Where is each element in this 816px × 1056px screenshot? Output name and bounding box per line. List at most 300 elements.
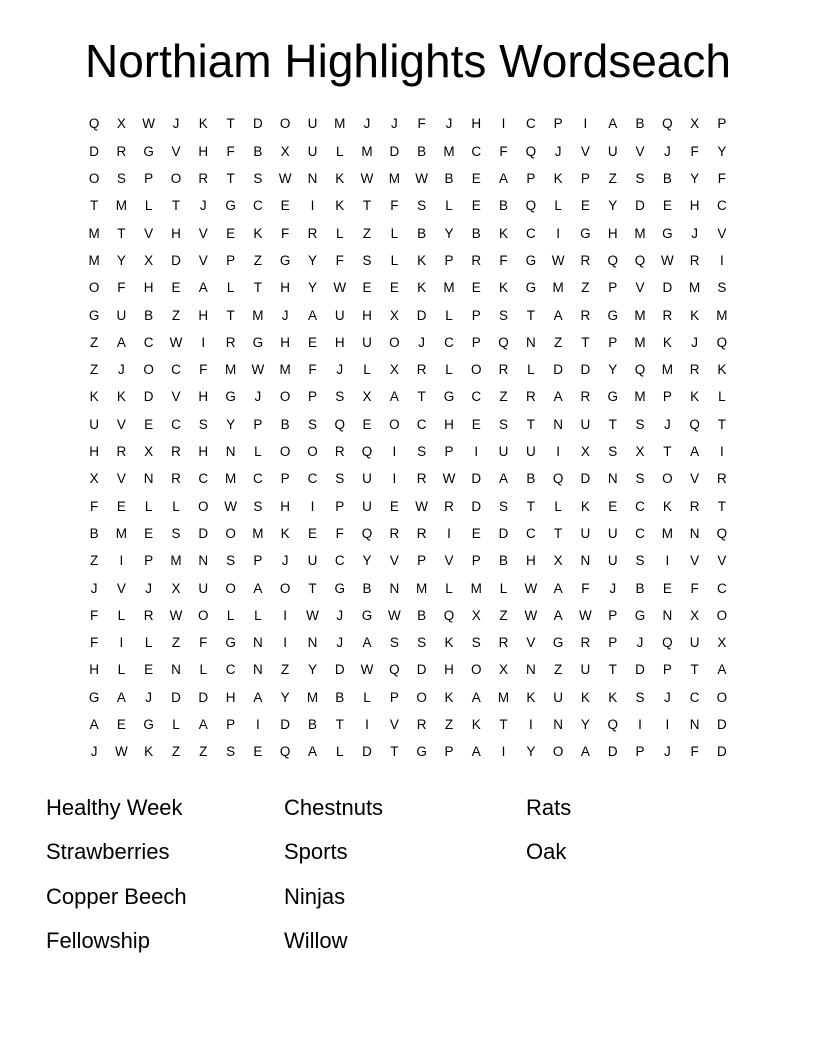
- letter-cell[interactable]: G: [525, 252, 537, 268]
- letter-cell[interactable]: T: [226, 307, 235, 323]
- letter-cell[interactable]: X: [389, 307, 399, 323]
- letter-cell[interactable]: T: [253, 280, 262, 296]
- letter-cell[interactable]: H: [143, 280, 154, 296]
- letter-cell[interactable]: E: [389, 280, 399, 296]
- letter-cell[interactable]: P: [608, 280, 618, 296]
- letter-cell[interactable]: A: [198, 717, 208, 733]
- letter-cell[interactable]: B: [417, 225, 427, 241]
- letter-cell[interactable]: T: [690, 662, 699, 678]
- letter-cell[interactable]: L: [172, 498, 180, 514]
- letter-cell[interactable]: R: [498, 635, 509, 651]
- letter-cell[interactable]: G: [143, 717, 154, 733]
- letter-cell[interactable]: Y: [444, 225, 454, 241]
- letter-cell[interactable]: P: [253, 416, 263, 432]
- letter-cell[interactable]: J: [691, 225, 698, 241]
- letter-cell[interactable]: M: [224, 362, 237, 378]
- letter-cell[interactable]: P: [717, 116, 727, 132]
- letter-cell[interactable]: U: [607, 525, 618, 541]
- letter-cell[interactable]: E: [253, 744, 263, 760]
- letter-cell[interactable]: O: [170, 171, 182, 187]
- letter-cell[interactable]: B: [471, 225, 481, 241]
- letter-cell[interactable]: N: [171, 662, 181, 678]
- letter-cell[interactable]: G: [252, 334, 264, 350]
- letter-cell[interactable]: C: [444, 334, 454, 350]
- letter-cell[interactable]: H: [444, 662, 454, 678]
- letter-cell[interactable]: A: [253, 580, 263, 596]
- letter-cell[interactable]: O: [470, 662, 482, 678]
- letter-cell[interactable]: P: [444, 744, 454, 760]
- letter-cell[interactable]: P: [580, 171, 590, 187]
- letter-cell[interactable]: U: [525, 444, 536, 460]
- letter-cell[interactable]: E: [471, 198, 481, 214]
- letter-cell[interactable]: A: [307, 307, 317, 323]
- letter-cell[interactable]: I: [556, 444, 561, 460]
- letter-cell[interactable]: N: [252, 635, 263, 651]
- letter-cell[interactable]: F: [581, 580, 590, 596]
- letter-cell[interactable]: Z: [171, 307, 181, 323]
- letter-cell[interactable]: Q: [716, 525, 728, 541]
- letter-cell[interactable]: R: [717, 471, 727, 487]
- letter-cell[interactable]: S: [471, 635, 481, 651]
- letter-cell[interactable]: F: [89, 607, 99, 623]
- letter-cell[interactable]: E: [280, 198, 290, 214]
- letter-cell[interactable]: E: [471, 525, 481, 541]
- letter-cell[interactable]: D: [416, 662, 427, 678]
- letter-cell[interactable]: O: [143, 362, 154, 378]
- letter-cell[interactable]: K: [662, 334, 672, 350]
- letter-cell[interactable]: N: [607, 471, 618, 487]
- letter-cell[interactable]: D: [607, 744, 618, 760]
- letter-cell[interactable]: R: [689, 498, 700, 514]
- letter-cell[interactable]: T: [499, 717, 508, 733]
- letter-cell[interactable]: N: [252, 662, 263, 678]
- letter-cell[interactable]: D: [635, 198, 645, 214]
- letter-cell[interactable]: X: [471, 607, 481, 623]
- letter-cell[interactable]: W: [333, 280, 347, 296]
- letter-cell[interactable]: U: [689, 635, 700, 651]
- letter-cell[interactable]: I: [583, 116, 588, 132]
- letter-cell[interactable]: R: [689, 362, 700, 378]
- letter-cell[interactable]: T: [581, 334, 590, 350]
- letter-cell[interactable]: M: [306, 689, 319, 705]
- letter-cell[interactable]: J: [336, 362, 344, 378]
- letter-cell[interactable]: X: [362, 389, 372, 405]
- letter-cell[interactable]: R: [416, 525, 427, 541]
- letter-cell[interactable]: O: [279, 444, 291, 460]
- letter-cell[interactable]: J: [90, 744, 98, 760]
- letter-cell[interactable]: T: [608, 662, 617, 678]
- letter-cell[interactable]: J: [118, 362, 125, 378]
- letter-cell[interactable]: Q: [662, 635, 673, 651]
- letter-cell[interactable]: M: [252, 307, 264, 323]
- letter-cell[interactable]: C: [635, 525, 645, 541]
- letter-cell[interactable]: R: [225, 334, 236, 350]
- letter-cell[interactable]: Z: [89, 362, 99, 378]
- letter-cell[interactable]: K: [253, 225, 263, 241]
- letter-cell[interactable]: J: [172, 116, 180, 132]
- letter-cell[interactable]: L: [172, 717, 180, 733]
- letter-cell[interactable]: K: [335, 198, 345, 214]
- letter-cell[interactable]: T: [608, 416, 617, 432]
- letter-cell[interactable]: C: [198, 471, 209, 487]
- letter-cell[interactable]: J: [281, 307, 289, 323]
- letter-cell[interactable]: P: [307, 389, 317, 405]
- letter-cell[interactable]: J: [336, 607, 344, 623]
- letter-cell[interactable]: B: [526, 471, 536, 487]
- letter-cell[interactable]: L: [390, 252, 399, 268]
- letter-cell[interactable]: H: [607, 225, 618, 241]
- letter-cell[interactable]: J: [363, 116, 371, 132]
- letter-cell[interactable]: H: [334, 334, 345, 350]
- letter-cell[interactable]: P: [444, 252, 454, 268]
- letter-cell[interactable]: J: [199, 198, 207, 214]
- letter-cell[interactable]: S: [635, 689, 645, 705]
- letter-cell[interactable]: F: [89, 498, 99, 514]
- letter-cell[interactable]: A: [690, 444, 700, 460]
- letter-cell[interactable]: S: [335, 389, 345, 405]
- letter-cell[interactable]: J: [663, 416, 671, 432]
- letter-cell[interactable]: Z: [253, 252, 262, 268]
- letter-cell[interactable]: K: [444, 635, 454, 651]
- letter-cell[interactable]: S: [417, 198, 427, 214]
- letter-cell[interactable]: D: [498, 525, 509, 541]
- letter-cell[interactable]: U: [580, 416, 591, 432]
- letter-cell[interactable]: C: [471, 389, 482, 405]
- letter-cell[interactable]: K: [144, 744, 154, 760]
- letter-cell[interactable]: N: [553, 717, 563, 733]
- letter-cell[interactable]: G: [634, 607, 646, 623]
- letter-cell[interactable]: P: [553, 116, 563, 132]
- letter-cell[interactable]: E: [662, 580, 672, 596]
- letter-cell[interactable]: R: [334, 444, 345, 460]
- letter-cell[interactable]: N: [143, 471, 154, 487]
- letter-cell[interactable]: X: [635, 444, 645, 460]
- letter-cell[interactable]: I: [665, 717, 670, 733]
- word-list-item[interactable]: Oak: [526, 839, 567, 865]
- letter-cell[interactable]: M: [634, 307, 646, 323]
- letter-cell[interactable]: C: [689, 689, 700, 705]
- letter-cell[interactable]: D: [362, 744, 372, 760]
- letter-cell[interactable]: S: [608, 444, 618, 460]
- letter-cell[interactable]: L: [390, 225, 399, 241]
- letter-cell[interactable]: K: [499, 225, 509, 241]
- letter-cell[interactable]: D: [171, 252, 181, 268]
- letter-cell[interactable]: F: [308, 362, 317, 378]
- word-list-item[interactable]: Strawberries: [46, 839, 170, 865]
- letter-cell[interactable]: S: [389, 635, 399, 651]
- letter-cell[interactable]: L: [144, 198, 153, 214]
- letter-cell[interactable]: B: [635, 580, 645, 596]
- letter-cell[interactable]: Y: [717, 143, 727, 159]
- letter-cell[interactable]: P: [417, 553, 427, 569]
- letter-cell[interactable]: S: [307, 416, 317, 432]
- letter-cell[interactable]: C: [252, 471, 263, 487]
- letter-cell[interactable]: M: [634, 225, 646, 241]
- letter-cell[interactable]: Z: [554, 662, 563, 678]
- letter-cell[interactable]: S: [499, 498, 509, 514]
- letter-cell[interactable]: V: [580, 143, 590, 159]
- letter-cell[interactable]: Q: [689, 416, 700, 432]
- letter-cell[interactable]: H: [89, 662, 99, 678]
- letter-cell[interactable]: H: [280, 498, 291, 514]
- letter-cell[interactable]: L: [226, 607, 235, 623]
- letter-cell[interactable]: J: [145, 580, 153, 596]
- letter-cell[interactable]: C: [307, 471, 318, 487]
- letter-cell[interactable]: V: [198, 225, 208, 241]
- letter-cell[interactable]: K: [526, 689, 536, 705]
- letter-cell[interactable]: H: [198, 389, 209, 405]
- letter-cell[interactable]: I: [501, 116, 506, 132]
- letter-cell[interactable]: P: [389, 689, 399, 705]
- letter-cell[interactable]: C: [171, 362, 181, 378]
- letter-cell[interactable]: M: [552, 280, 564, 296]
- letter-cell[interactable]: U: [580, 525, 591, 541]
- letter-cell[interactable]: W: [415, 171, 429, 187]
- letter-cell[interactable]: Q: [361, 525, 373, 541]
- letter-cell[interactable]: B: [499, 553, 509, 569]
- letter-cell[interactable]: J: [145, 689, 153, 705]
- letter-cell[interactable]: Y: [608, 198, 618, 214]
- letter-cell[interactable]: V: [690, 553, 700, 569]
- letter-cell[interactable]: K: [580, 689, 590, 705]
- letter-cell[interactable]: S: [417, 635, 427, 651]
- letter-cell[interactable]: X: [690, 607, 700, 623]
- letter-cell[interactable]: G: [607, 307, 618, 323]
- letter-cell[interactable]: B: [307, 717, 317, 733]
- letter-cell[interactable]: Y: [608, 362, 618, 378]
- letter-cell[interactable]: O: [662, 471, 673, 487]
- letter-cell[interactable]: U: [607, 143, 618, 159]
- letter-cell[interactable]: M: [497, 689, 510, 705]
- letter-cell[interactable]: F: [417, 116, 426, 132]
- letter-cell[interactable]: M: [88, 225, 100, 241]
- letter-cell[interactable]: Q: [525, 143, 537, 159]
- letter-cell[interactable]: P: [144, 171, 154, 187]
- letter-cell[interactable]: W: [169, 607, 183, 623]
- letter-cell[interactable]: R: [416, 471, 427, 487]
- letter-cell[interactable]: E: [307, 525, 317, 541]
- letter-cell[interactable]: Z: [499, 389, 508, 405]
- letter-cell[interactable]: W: [442, 471, 456, 487]
- letter-cell[interactable]: K: [417, 280, 427, 296]
- letter-cell[interactable]: C: [143, 334, 154, 350]
- letter-cell[interactable]: R: [198, 171, 209, 187]
- letter-cell[interactable]: P: [471, 334, 481, 350]
- letter-cell[interactable]: U: [334, 307, 345, 323]
- letter-cell[interactable]: F: [89, 635, 99, 651]
- letter-cell[interactable]: D: [717, 744, 727, 760]
- letter-cell[interactable]: M: [361, 143, 373, 159]
- letter-cell[interactable]: E: [116, 717, 126, 733]
- letter-cell[interactable]: Y: [226, 416, 236, 432]
- letter-cell[interactable]: Q: [88, 116, 100, 132]
- letter-cell[interactable]: Y: [280, 689, 290, 705]
- letter-cell[interactable]: G: [143, 143, 154, 159]
- letter-cell[interactable]: G: [525, 280, 537, 296]
- letter-cell[interactable]: P: [471, 553, 481, 569]
- letter-cell[interactable]: W: [579, 607, 592, 623]
- letter-cell[interactable]: W: [524, 580, 538, 596]
- letter-cell[interactable]: Q: [389, 662, 400, 678]
- letter-cell[interactable]: F: [199, 362, 208, 378]
- letter-cell[interactable]: R: [416, 362, 427, 378]
- letter-cell[interactable]: Y: [362, 553, 372, 569]
- letter-cell[interactable]: I: [665, 553, 670, 569]
- letter-cell[interactable]: J: [418, 334, 426, 350]
- letter-cell[interactable]: Y: [116, 252, 126, 268]
- letter-cell[interactable]: M: [115, 525, 127, 541]
- letter-cell[interactable]: U: [307, 553, 318, 569]
- letter-cell[interactable]: S: [171, 525, 181, 541]
- letter-cell[interactable]: P: [144, 553, 154, 569]
- letter-cell[interactable]: E: [580, 198, 590, 214]
- letter-cell[interactable]: T: [663, 444, 672, 460]
- letter-cell[interactable]: L: [718, 389, 726, 405]
- letter-cell[interactable]: J: [609, 580, 617, 596]
- letter-cell[interactable]: U: [498, 444, 509, 460]
- letter-cell[interactable]: V: [389, 553, 399, 569]
- letter-cell[interactable]: F: [690, 143, 699, 159]
- letter-cell[interactable]: L: [199, 662, 208, 678]
- letter-cell[interactable]: G: [88, 307, 100, 323]
- letter-cell[interactable]: P: [608, 607, 618, 623]
- letter-cell[interactable]: P: [471, 307, 481, 323]
- letter-cell[interactable]: H: [198, 307, 209, 323]
- letter-cell[interactable]: R: [580, 635, 591, 651]
- letter-cell[interactable]: D: [198, 689, 209, 705]
- letter-cell[interactable]: Z: [554, 334, 563, 350]
- letter-cell[interactable]: A: [499, 471, 509, 487]
- letter-cell[interactable]: E: [144, 416, 154, 432]
- letter-cell[interactable]: B: [144, 307, 154, 323]
- word-list-item[interactable]: Rats: [526, 794, 572, 820]
- letter-cell[interactable]: R: [498, 362, 509, 378]
- letter-cell[interactable]: A: [553, 580, 563, 596]
- letter-cell[interactable]: X: [144, 252, 154, 268]
- letter-cell[interactable]: E: [389, 498, 399, 514]
- letter-cell[interactable]: V: [116, 416, 126, 432]
- letter-cell[interactable]: D: [143, 389, 154, 405]
- letter-cell[interactable]: X: [280, 143, 290, 159]
- word-list-item[interactable]: Sports: [284, 839, 348, 865]
- letter-cell[interactable]: E: [226, 225, 236, 241]
- letter-cell[interactable]: D: [580, 362, 591, 378]
- letter-cell[interactable]: K: [580, 498, 590, 514]
- letter-cell[interactable]: R: [116, 444, 127, 460]
- letter-cell[interactable]: O: [279, 116, 291, 132]
- word-list-item[interactable]: Chestnuts: [284, 794, 384, 820]
- letter-cell[interactable]: T: [171, 198, 181, 214]
- letter-cell[interactable]: W: [278, 171, 292, 187]
- letter-cell[interactable]: H: [444, 416, 454, 432]
- letter-cell[interactable]: O: [88, 171, 100, 187]
- letter-cell[interactable]: E: [144, 662, 154, 678]
- letter-cell[interactable]: N: [580, 553, 591, 569]
- word-list-item[interactable]: Healthy Week: [46, 794, 183, 820]
- letter-cell[interactable]: F: [690, 744, 699, 760]
- letter-cell[interactable]: M: [170, 553, 182, 569]
- letter-cell[interactable]: D: [334, 662, 345, 678]
- letter-cell[interactable]: W: [387, 607, 401, 623]
- letter-cell[interactable]: W: [251, 362, 265, 378]
- letter-cell[interactable]: O: [416, 689, 427, 705]
- letter-cell[interactable]: Y: [307, 252, 317, 268]
- letter-cell[interactable]: A: [89, 717, 99, 733]
- letter-cell[interactable]: G: [225, 389, 236, 405]
- letter-cell[interactable]: V: [171, 143, 181, 159]
- letter-cell[interactable]: M: [716, 307, 728, 323]
- letter-cell[interactable]: G: [580, 225, 591, 241]
- letter-cell[interactable]: O: [307, 444, 318, 460]
- letter-cell[interactable]: M: [279, 362, 291, 378]
- letter-cell[interactable]: G: [607, 389, 618, 405]
- letter-cell[interactable]: E: [116, 498, 126, 514]
- letter-cell[interactable]: O: [716, 689, 728, 705]
- letter-cell[interactable]: X: [389, 362, 399, 378]
- letter-cell[interactable]: A: [116, 334, 126, 350]
- letter-cell[interactable]: A: [553, 607, 563, 623]
- letter-cell[interactable]: Q: [443, 607, 455, 623]
- letter-cell[interactable]: L: [445, 198, 453, 214]
- letter-cell[interactable]: L: [336, 225, 344, 241]
- letter-cell[interactable]: C: [171, 416, 181, 432]
- letter-cell[interactable]: L: [445, 362, 453, 378]
- letter-cell[interactable]: A: [608, 116, 618, 132]
- letter-cell[interactable]: Q: [279, 744, 291, 760]
- letter-cell[interactable]: E: [471, 280, 481, 296]
- letter-cell[interactable]: R: [525, 389, 536, 405]
- letter-cell[interactable]: W: [524, 607, 538, 623]
- letter-cell[interactable]: M: [443, 280, 455, 296]
- letter-cell[interactable]: B: [89, 525, 99, 541]
- letter-cell[interactable]: T: [717, 498, 727, 514]
- letter-cell[interactable]: B: [362, 580, 372, 596]
- letter-cell[interactable]: P: [226, 252, 236, 268]
- word-list-item[interactable]: Willow: [284, 928, 348, 954]
- letter-cell[interactable]: W: [115, 744, 128, 760]
- letter-cell[interactable]: L: [445, 580, 453, 596]
- letter-cell[interactable]: S: [499, 416, 509, 432]
- letter-cell[interactable]: H: [525, 553, 536, 569]
- letter-cell[interactable]: F: [499, 143, 508, 159]
- letter-cell[interactable]: U: [362, 334, 372, 350]
- letter-cell[interactable]: E: [362, 416, 372, 432]
- letter-cell[interactable]: W: [142, 116, 156, 132]
- letter-cell[interactable]: H: [280, 280, 291, 296]
- letter-cell[interactable]: Q: [716, 334, 728, 350]
- letter-cell[interactable]: O: [552, 744, 564, 760]
- letter-cell[interactable]: W: [551, 252, 565, 268]
- letter-cell[interactable]: F: [335, 525, 344, 541]
- letter-cell[interactable]: E: [471, 416, 481, 432]
- letter-cell[interactable]: Q: [334, 416, 346, 432]
- letter-cell[interactable]: D: [416, 307, 427, 323]
- letter-cell[interactable]: C: [525, 116, 536, 132]
- letter-cell[interactable]: C: [525, 225, 536, 241]
- letter-cell[interactable]: V: [635, 280, 645, 296]
- letter-cell[interactable]: U: [307, 116, 318, 132]
- letter-cell[interactable]: I: [447, 525, 451, 541]
- letter-cell[interactable]: I: [255, 717, 260, 733]
- letter-cell[interactable]: E: [608, 498, 618, 514]
- letter-cell[interactable]: D: [635, 662, 645, 678]
- letter-cell[interactable]: M: [252, 525, 264, 541]
- letter-cell[interactable]: L: [117, 662, 126, 678]
- letter-cell[interactable]: H: [198, 143, 209, 159]
- letter-cell[interactable]: I: [720, 444, 724, 460]
- letter-cell[interactable]: K: [717, 362, 727, 378]
- letter-cell[interactable]: Q: [634, 362, 646, 378]
